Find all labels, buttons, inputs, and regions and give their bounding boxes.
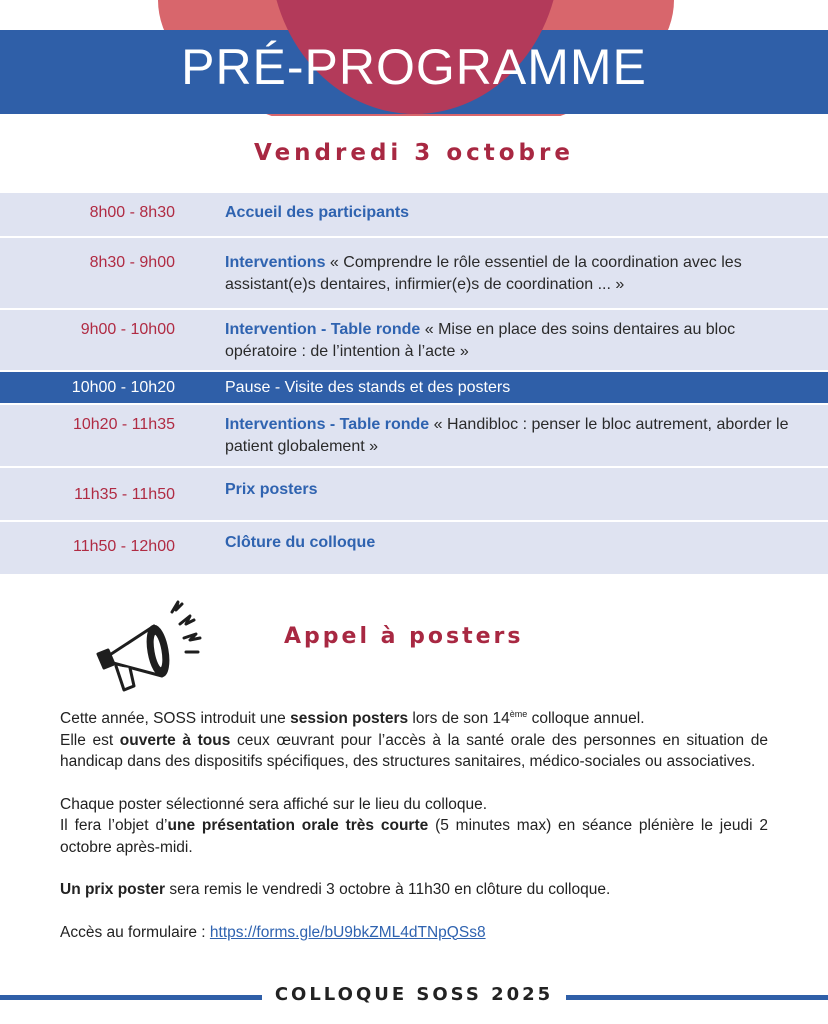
text-bold: session posters <box>290 710 409 728</box>
text-bold: ouverte à tous <box>119 731 231 749</box>
call-for-posters-text <box>60 704 768 964</box>
schedule-title: Clôture du colloque <box>225 534 376 551</box>
schedule-subject: « Handibloc : penser le bloc autrement, aborder le patient globalement » <box>225 416 789 455</box>
schedule-description <box>225 405 795 458</box>
schedule-title: Intervention - Table ronde <box>225 321 421 338</box>
header-banner <box>0 0 828 116</box>
schedule-row <box>0 193 828 238</box>
schedule-description <box>225 468 795 501</box>
superscript: ème <box>509 709 528 719</box>
page-title: PRÉ-PROGRAMME <box>181 39 647 95</box>
text-run: Il fera l’objet d’ <box>60 817 168 835</box>
text-run: Accès au formulaire : <box>60 923 210 941</box>
day-heading: Vendredi 3 octobre <box>254 140 574 166</box>
schedule-description <box>225 238 795 296</box>
text-run: (5 minutes max) en séance plénière le jeudi 2 octobre après-midi. <box>60 817 768 856</box>
text-bold: une présentation orale très courte <box>167 817 429 835</box>
schedule-description <box>225 377 795 399</box>
schedule-description <box>225 193 795 224</box>
footer-divider-left <box>0 995 262 1000</box>
schedule-description <box>225 310 795 363</box>
schedule-title: Prix posters <box>225 481 318 498</box>
schedule-title: Interventions - Table ronde <box>225 416 430 433</box>
schedule-row <box>0 310 828 372</box>
schedule-title: Interventions <box>225 254 326 271</box>
schedule-subject: « Comprendre le rôle essentiel de la coordination avec les assistant(e)s dentaires, infirmier(e)s de coordination ... » <box>225 254 742 293</box>
text-run: sera remis le vendredi 3 octobre à 11h30 en clôture du colloque. <box>165 881 611 899</box>
paragraph <box>60 922 768 944</box>
schedule-title: Accueil des participants <box>225 204 410 221</box>
schedule-subject: Pause - Visite des stands et des posters <box>225 378 511 396</box>
schedule-row <box>0 468 828 522</box>
text-run: lors de son 14 <box>408 710 510 728</box>
schedule-time: 10h20 - 11h35 <box>72 416 175 433</box>
footer-title: COLLOQUE SOSS 2025 <box>274 984 554 1005</box>
schedule-table <box>0 193 828 576</box>
footer-divider-right <box>566 995 828 1000</box>
paragraph <box>60 794 768 859</box>
megaphone-icon <box>92 598 207 698</box>
paragraph <box>60 879 768 901</box>
schedule-time: 10h00 - 10h20 <box>71 378 175 396</box>
schedule-time: 9h00 - 10h00 <box>80 321 175 338</box>
schedule-time: 8h30 - 9h00 <box>89 254 175 271</box>
text-run: Chaque poster sélectionné sera affiché sur le lieu du colloque. <box>60 795 488 813</box>
paragraph <box>60 704 768 773</box>
schedule-time: 8h00 - 8h30 <box>89 204 175 221</box>
schedule-description <box>225 522 795 554</box>
schedule-row <box>0 405 828 468</box>
text-run: ceux œuvrant pour l’accès à la santé orale des personnes en situation de handicap dans des dispositifs spécifiques, des structures sanitaires, médico-sociales ou associatives. <box>60 731 768 771</box>
schedule-subject: « Mise en place des soins dentaires au bloc opératoire : de l’intention à l’acte » <box>225 321 736 360</box>
schedule-time: 11h50 - 12h00 <box>72 538 175 555</box>
schedule-time: 11h35 - 11h50 <box>74 486 175 503</box>
schedule-row <box>0 522 828 576</box>
text-bold: Un prix poster <box>60 881 166 899</box>
text-run: colloque annuel. <box>527 710 645 728</box>
text-run: Elle est <box>60 731 120 749</box>
text-run: Cette année, SOSS introduit une <box>60 710 291 728</box>
form-link[interactable]: https://forms.gle/bU9bkZML4dTNpQSs8 <box>209 923 486 941</box>
schedule-row-pause <box>0 372 828 405</box>
schedule-row <box>0 238 828 310</box>
section-heading: Appel à posters <box>284 624 524 649</box>
